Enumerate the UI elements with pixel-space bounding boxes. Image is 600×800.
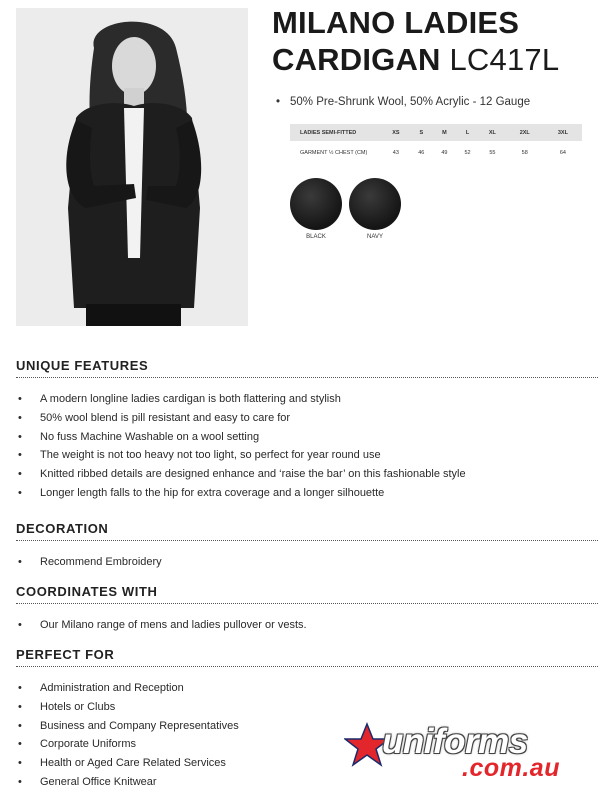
section-title-coordinates: COORDINATES WITH: [16, 584, 158, 599]
row-label: GARMENT ½ CHEST (CM): [300, 150, 368, 156]
swatch-black[interactable]: [290, 178, 342, 230]
product-title: [272, 4, 592, 78]
swatch-label-black: BLACK: [306, 234, 326, 240]
bullet-icon: •: [276, 96, 281, 108]
product-name-line1: MILANO LADIES: [272, 5, 520, 40]
model-illustration: [16, 8, 248, 326]
fabric-text: 50% Pre-Shrunk Wool, 50% Acrylic - 12 Gauge: [290, 96, 531, 108]
divider: [16, 540, 598, 541]
measurement-m: 49: [441, 150, 448, 156]
list-item: • Business and Company Representatives: [16, 717, 239, 736]
size-xl: XL: [479, 124, 506, 141]
divider: [16, 666, 598, 667]
fabric-description: [276, 96, 530, 108]
list-item: • Longer length falls to the hip for extra coverage and a longer silhouette: [16, 484, 466, 503]
list-item: • General Office Knitwear: [16, 773, 239, 792]
list-item: • Health or Aged Care Related Services: [16, 754, 239, 773]
product-code: LC417L: [449, 42, 560, 77]
unique-features-list: [16, 390, 466, 503]
coordinates-list: [16, 616, 307, 635]
list-item: • Knitted ribbed details are designed enhance and ‘raise the bar’ on this fashionable style: [16, 465, 466, 484]
product-name-cardigan: CARDIGAN: [272, 42, 441, 77]
size-3xl: 3XL: [544, 124, 582, 141]
swatch-label-navy: NAVY: [367, 234, 383, 240]
size-m: M: [433, 124, 456, 141]
list-item: • Administration and Reception: [16, 679, 239, 698]
size-chart: [290, 124, 582, 165]
size-l: L: [456, 124, 479, 141]
section-title-decoration: DECORATION: [16, 521, 109, 536]
list-item: • No fuss Machine Washable on a wool setting: [16, 428, 466, 447]
list-item: • Hotels or Clubs: [16, 698, 239, 717]
measurement-3xl: 64: [559, 150, 566, 156]
divider: [16, 603, 598, 604]
list-item: • Corporate Uniforms: [16, 735, 239, 754]
uniforms-logo[interactable]: [344, 718, 598, 788]
swatch-navy[interactable]: [349, 178, 401, 230]
product-photo: [16, 8, 248, 326]
section-title-unique-features: UNIQUE FEATURES: [16, 358, 149, 373]
measurement-l: 52: [464, 150, 471, 156]
logo-word: uniforms: [382, 722, 528, 761]
size-2xl: 2XL: [506, 124, 544, 141]
measurement-s: 46: [418, 150, 425, 156]
size-s: S: [410, 124, 433, 141]
product-name-line2: [272, 41, 592, 78]
decoration-list: [16, 553, 162, 572]
measurement-2xl: 58: [521, 150, 528, 156]
size-chart-header: [290, 124, 582, 141]
list-item: • Recommend Embroidery: [16, 553, 162, 572]
measurement-xs: 43: [392, 150, 399, 156]
section-title-perfect-for: PERFECT FOR: [16, 647, 115, 662]
fit-label: LADIES SEMI-FITTED: [290, 124, 382, 141]
perfect-for-list: [16, 679, 239, 792]
list-item: • Our Milano range of mens and ladies pullover or vests.: [16, 616, 307, 635]
list-item: • The weight is not too heavy not too light, so perfect for year round use: [16, 446, 466, 465]
measurement-xl: 55: [489, 150, 496, 156]
size-xs: XS: [382, 124, 410, 141]
logo-domain: .com.au: [462, 754, 560, 782]
list-item: • A modern longline ladies cardigan is both flattering and stylish: [16, 390, 466, 409]
list-item: • 50% wool blend is pill resistant and easy to care for: [16, 409, 466, 428]
size-chart-row: [290, 141, 582, 165]
divider: [16, 377, 598, 378]
